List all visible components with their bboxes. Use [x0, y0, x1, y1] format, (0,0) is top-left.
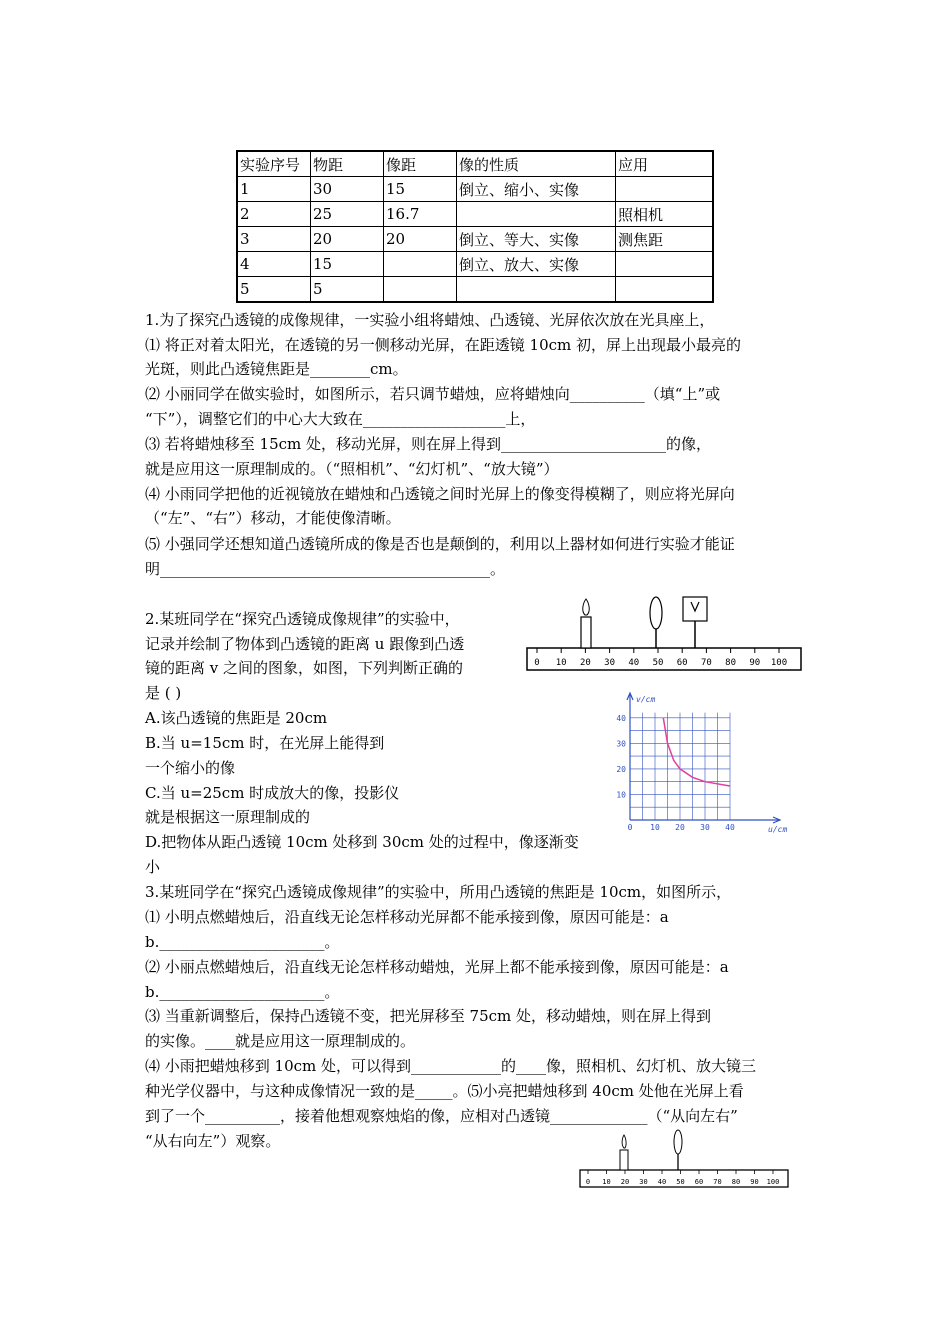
bench-tick-label: 30 [604, 658, 616, 668]
candle-icon [620, 1135, 628, 1170]
table-cell: 15 [384, 177, 457, 202]
table-cell: 4 [237, 252, 311, 277]
q3-line: “从右向左”）观察。 [145, 1132, 281, 1150]
graph-grid [630, 713, 730, 820]
y-tick-label: 40 [616, 713, 626, 723]
y-tick-label: 20 [616, 764, 626, 774]
table-cell: 5 [311, 277, 384, 303]
bench-tick-label: 20 [579, 658, 591, 668]
table-cell: 1 [237, 177, 311, 202]
table-header-cell: 像距 [384, 151, 457, 177]
q1-line: 光斑，则此凸透镜焦距是________cm。 [145, 360, 408, 378]
table-cell [616, 277, 714, 303]
x-tick-label: 0 [627, 823, 633, 832]
bench-tick-label: 70 [713, 1178, 722, 1186]
q1-line: ⑶ 若将蜡烛移至 15cm 处，移动光屏，则在屏上得到______________________的像， [145, 435, 712, 453]
table-header-row [237, 151, 713, 177]
bench-tick-label: 80 [731, 1178, 741, 1186]
q2-line: 2.某班同学在“探究凸透镜成像规律”的实验中， [145, 610, 460, 628]
bench-tick-label: 50 [676, 1178, 685, 1186]
q3-line: ⑷ 小雨把蜡烛移到 10cm 处，可以得到____________的____像，照相机、幻灯机、放大镜三 [145, 1057, 757, 1075]
q3-line: ⑵ 小丽点燃蜡烛后，沿直线无论怎样移动蜡烛，光屏上都不能承接到像，原因可能是：a [145, 958, 729, 976]
bench-tick-label: 90 [750, 1178, 759, 1186]
x-tick-label: 20 [675, 823, 685, 832]
bench-tick-label: 100 [766, 1178, 780, 1186]
table-header-cell: 像的性质 [457, 151, 616, 177]
table-cell [616, 177, 714, 202]
bench-tick-label: 0 [534, 658, 540, 668]
v-u-graph [610, 690, 805, 835]
table-cell [457, 277, 616, 303]
table-header-cell: 物距 [311, 151, 384, 177]
bench-tick-label: 100 [770, 658, 788, 668]
q1-line: 1.为了探究凸透镜的成像规律，一实验小组将蜡烛、凸透镜、光屏依次放在光具座上， [145, 311, 715, 329]
q2-line: 镜的距离 v 之间的图象，如图，下列判断正确的 [145, 659, 464, 677]
q1-line: ⑷ 小雨同学把他的近视镜放在蜡烛和凸透镜之间时光屏上的像变得模糊了，则应将光屏向 [145, 485, 735, 503]
bench-tick-label: 30 [639, 1178, 648, 1186]
table-row [237, 227, 713, 252]
bench-tick-label: 40 [657, 1178, 667, 1186]
candle-icon [581, 599, 591, 648]
bench-tick-label: 50 [652, 658, 664, 668]
x-tick-label: 40 [725, 823, 735, 832]
table-cell: 3 [237, 227, 311, 252]
lens-icon [650, 597, 662, 648]
optical-bench-figure-bottom [578, 1128, 790, 1192]
bench-tick-label: 0 [585, 1178, 591, 1186]
x-tick-label: 30 [700, 823, 710, 832]
q3-line: ⑶ 当重新调整后，保持凸透镜不变，把光屏移至 75cm 处，移动蜡烛，则在屏上得到 [145, 1007, 712, 1025]
table-cell: 15 [311, 252, 384, 277]
table-row [237, 202, 713, 227]
table-cell [457, 202, 616, 227]
q1-line: ⑴ 将正对着太阳光，在透镜的另一侧移动光屏，在距透镜 10cm 初，屏上出现最小最亮的 [145, 336, 742, 354]
table-cell: 5 [237, 277, 311, 303]
q2-option-b: B.当 u=15cm 时，在光屏上能得到 [145, 734, 385, 752]
screen-icon [683, 597, 707, 648]
bench-tick-label: 90 [749, 658, 761, 668]
table-cell: 30 [311, 177, 384, 202]
q3-line: b.______________________。 [145, 983, 340, 1001]
table-cell: 照相机 [616, 202, 714, 227]
y-tick-label: 10 [616, 790, 626, 800]
y-tick-label: 30 [616, 739, 626, 749]
bench-tick-label: 60 [694, 1178, 704, 1186]
q2-option-c: C.当 u=25cm 时成放大的像，投影仪 [145, 784, 400, 802]
q1-line: 明____________________________________________。 [145, 560, 506, 578]
q1-line: ⑸ 小强同学还想知道凸透镜所成的像是否也是颠倒的，利用以上器材如何进行实验才能证 [145, 535, 735, 553]
q3-line: 到了一个__________，接着他想观察烛焰的像，应相对凸透镜_____________（“从向左右” [145, 1107, 738, 1125]
table-header-cell: 应用 [616, 151, 714, 177]
q3-line: ⑴ 小明点燃蜡烛后，沿直线无论怎样移动光屏都不能承接到像，原因可能是：a [145, 908, 669, 926]
table-cell [384, 277, 457, 303]
lens-icon [674, 1130, 682, 1170]
bench-tick-label: 10 [555, 658, 567, 668]
table-cell: 16.7 [384, 202, 457, 227]
bench-tick-label: 10 [602, 1178, 611, 1186]
table-cell [384, 252, 457, 277]
table-cell: 2 [237, 202, 311, 227]
bench-tick-label: 60 [676, 658, 688, 668]
table-row [237, 177, 713, 202]
optical-bench-figure-top [525, 595, 805, 675]
q2-line: 是 ( ) [145, 684, 182, 702]
table-cell: 测焦距 [616, 227, 714, 252]
table-row [237, 252, 713, 277]
y-axis-label: v/cm [636, 695, 656, 704]
table-cell: 20 [384, 227, 457, 252]
bench-tick-label: 40 [628, 658, 640, 668]
q1-line: 就是应用这一原理制成的。（“照相机”、“幻灯机”、“放大镜”） [145, 460, 559, 478]
q2-option-a: A.该凸透镜的焦距是 20cm [145, 709, 328, 727]
bench-tick-label: 80 [725, 658, 737, 668]
table-cell: 倒立、等大、实像 [457, 227, 616, 252]
table-cell: 20 [311, 227, 384, 252]
q3-line: 的实像。____就是应用这一原理制成的。 [145, 1032, 416, 1050]
table-header-cell: 实验序号 [237, 151, 311, 177]
q3-line: 种光学仪器中，与这种成像情况一致的是_____。⑸小亮把蜡烛移到 40cm 处他在光屏上看 [145, 1082, 744, 1100]
q2-option-b-cont: 一个缩小的像 [145, 759, 236, 777]
table-cell: 倒立、缩小、实像 [457, 177, 616, 202]
q2-option-c-cont: 就是根据这一原理制成的 [145, 808, 311, 826]
q2-line: 记录并绘制了物体到凸透镜的距离 u 跟像到凸透 [145, 635, 465, 653]
q3-line: b.______________________。 [145, 933, 340, 951]
graph-axes [627, 693, 780, 823]
q1-line: “下”），调整它们的中心大大致在___________________上， [145, 410, 536, 428]
table-cell: 25 [311, 202, 384, 227]
q1-line: ⑵ 小丽同学在做实验时，如图所示，若只调节蜡烛，应将蜡烛向__________（填“上”或 [145, 385, 721, 403]
table-cell [616, 252, 714, 277]
q2-option-d: D.把物体从距凸透镜 10cm 处移到 30cm 处的过程中，像逐渐变 [145, 833, 579, 851]
experiment-table [236, 150, 714, 303]
x-axis-label: u/cm [768, 825, 788, 834]
table-row [237, 277, 713, 303]
x-tick-label: 10 [650, 823, 660, 832]
q3-line: 3.某班同学在“探究凸透镜成像规律”的实验中，所用凸透镜的焦距是 10cm，如图所示， [145, 883, 732, 901]
bench-tick-label: 70 [700, 658, 712, 668]
q2-option-d-cont: 小 [145, 858, 161, 876]
table-cell: 倒立、放大、实像 [457, 252, 616, 277]
v-u-curve [663, 718, 730, 786]
bench-tick-label: 20 [620, 1178, 630, 1186]
q1-line: （“左”、“右”）移动，才能使像清晰。 [145, 509, 401, 527]
